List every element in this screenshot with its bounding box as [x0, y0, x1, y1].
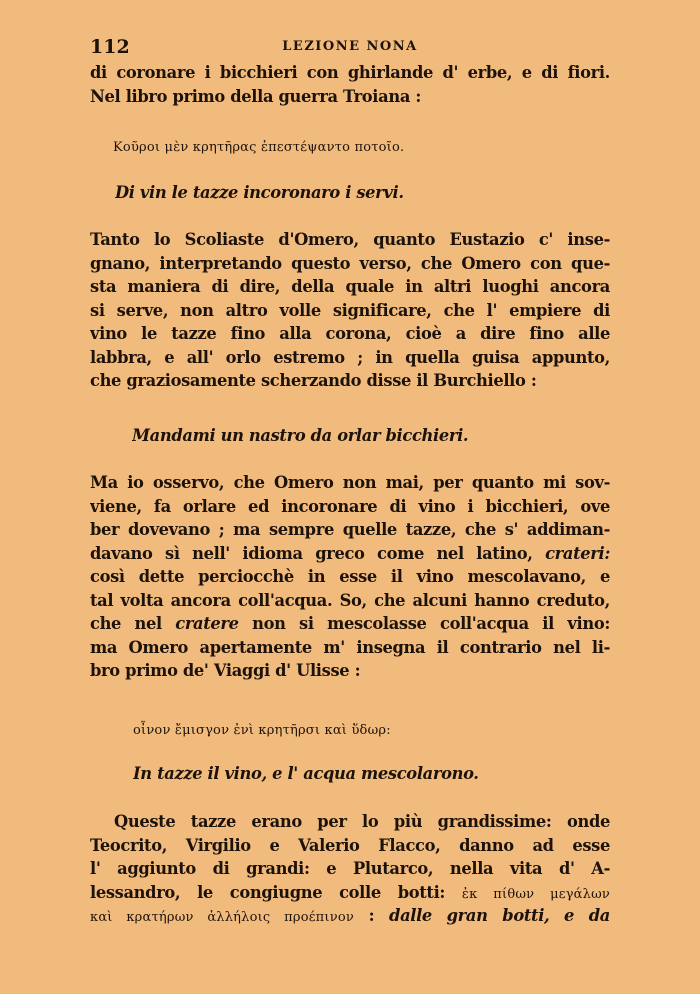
text-span: lessandro, le congiugne colle botti:: [90, 882, 462, 902]
paragraph-continuation: [90, 61, 610, 108]
text-span: non si mescolasse coll'acqua il vino:: [238, 614, 610, 633]
text-line: gnano, interpretando questo verso, che Omero con que-: [90, 253, 610, 273]
paragraph-omero: [90, 471, 610, 683]
greek-phrase: ἐκ πίθων μεγάλων: [461, 886, 610, 902]
greek-line: Κοῦροι μὲν κρητῆρας ἐπεστέψαντο ποτοῖο.: [113, 140, 405, 155]
translation-quote: [133, 762, 573, 786]
text-line: [90, 612, 610, 636]
greek-phrase: καὶ κρατήρων ἀλλήλοις προέπινον: [90, 910, 354, 925]
text-line: vino le tazze fino alla corona, cioè a dire fino alle: [90, 324, 610, 343]
text-line: [90, 904, 610, 928]
text-line: labbra, e all' orlo estremo ; in quella guisa appunto,: [90, 347, 610, 367]
text-line: sta maniera di dire, della quale in altri luoghi ancora: [90, 277, 610, 296]
paragraph-scoliaste: [90, 228, 610, 393]
text-line: tal volta ancora coll'acqua. So, che alcuni hanno creduto,: [90, 590, 610, 610]
greek-verse: [133, 719, 533, 743]
text-line: ber dovevano ; ma sempre quelle tazze, che s' addiman-: [90, 520, 610, 539]
text-line: bro primo de' Viaggi d' Ulisse :: [90, 661, 361, 680]
page-header: [90, 36, 610, 60]
text-line: Ma io osservo, che Omero non mai, per quanto mi sov-: [90, 473, 610, 492]
italic-term: cratere: [175, 614, 239, 633]
text-line: l' aggiunto di grandi: e Plutarco, nella vita d' A-: [90, 859, 610, 878]
text-span: che nel: [90, 614, 176, 633]
text-line: Queste tazze erano per lo più grandissime: onde: [114, 812, 610, 831]
quote-line: Mandami un nastro da orlar bicchieri.: [132, 426, 469, 445]
text-line: che graziosamente scherzando disse il Burchiello :: [90, 371, 537, 390]
text-line: [90, 542, 610, 566]
text-line: Tanto lo Scoliaste d'Omero, quanto Eustazio c' inse-: [90, 230, 610, 249]
text-line: si serve, non altro volle significare, che l' empiere di: [90, 300, 610, 320]
text-line: Nel libro primo della guerra Troiana :: [90, 86, 422, 106]
quote-line: Di vin le tazze incoronaro i servi.: [115, 183, 404, 202]
running-title: LEZIONE NONA: [282, 39, 418, 54]
burchiello-quote: [132, 424, 552, 448]
quote-line: In tazze il vino, e l' acqua mescolarono.: [133, 764, 479, 783]
greek-verse: [113, 136, 513, 160]
page-number: 112: [90, 36, 130, 58]
text-line: viene, fa orlare ed incoronare di vino i bicchieri, ove: [90, 496, 610, 516]
text-line: Teocrito, Virgilio e Valerio Flacco, danno ad esse: [90, 835, 610, 855]
text-line: ma Omero apertamente m' insegna il contrario nel li-: [90, 637, 610, 657]
text-line: di coronare i bicchieri con ghirlande d' erbe, e di fiori.: [90, 63, 610, 82]
text-span: :: [353, 906, 390, 925]
text-line: [90, 881, 610, 905]
text-span: davano sì nell' idioma greco come nel latino,: [90, 543, 546, 563]
greek-line: οἶνον ἔμισγον ἐνὶ κρητῆρσι καὶ ὕδωρ:: [133, 723, 391, 738]
paragraph-tazze: [90, 810, 610, 928]
italic-term: crateri:: [545, 543, 610, 563]
translation-quote: [115, 181, 565, 205]
text-line: così dette perciocchè in esse il vino mescolavano, e: [90, 567, 610, 586]
italic-term: dalle gran botti, e da: [389, 906, 610, 925]
